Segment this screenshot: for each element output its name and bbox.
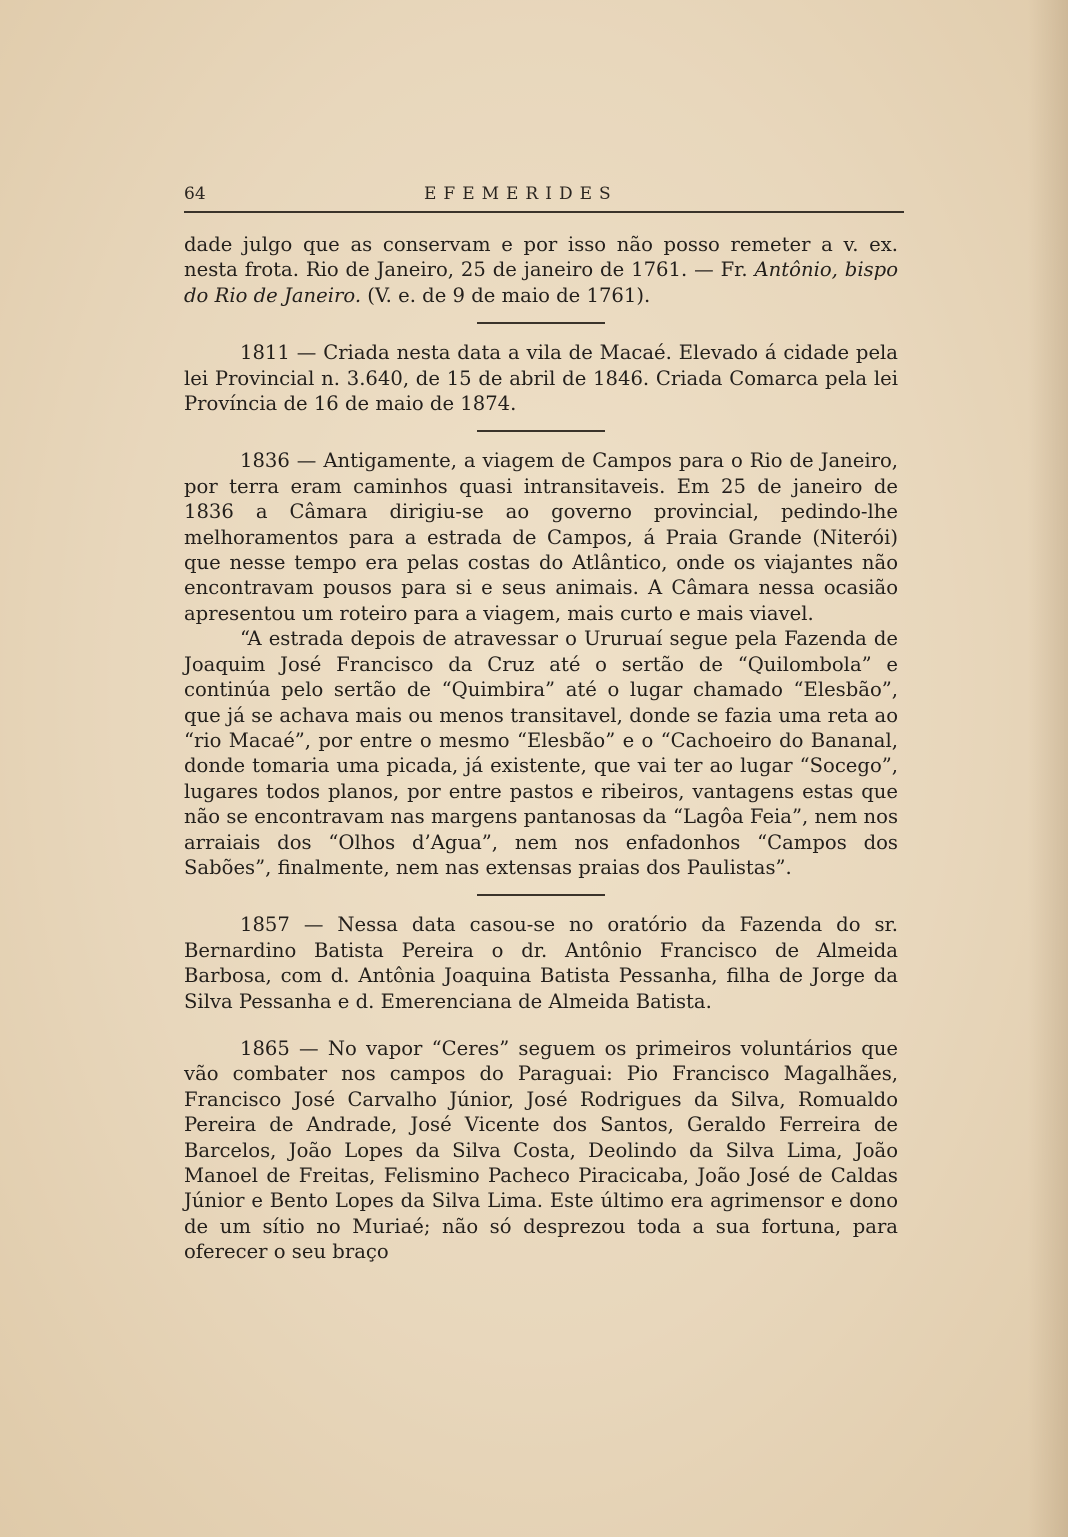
entry-1811: 1811 — Criada nesta data a vila de Macaé. Elevado á cidade pela lei Provincial n. 3.640, de 15 de abril de 1846. Criada Comarca pela lei Província de 16 de maio de 1874. — [184, 341, 898, 416]
entry-gap — [184, 1014, 898, 1036]
entry-separator — [477, 322, 605, 324]
page-header — [184, 184, 904, 210]
entry-1857: 1857 — Nessa data casou-se no oratório da Fazenda do sr. Bernardino Batista Pereira o dr. Antônio Francisco de Almeida Barbosa, com d. Antônia Joaquina Batista Pessanha, filha de Jorge da Silva Pessanha e d. Emerenciana de Almeida Batista. — [184, 913, 898, 1013]
page-number: 64 — [184, 184, 206, 204]
continued-tail: (V. e. de 9 de maio de 1761). — [361, 283, 651, 307]
continued-paragraph — [184, 232, 898, 308]
running-title: EFEMERIDES — [424, 184, 618, 204]
entry-1836-paragraph-2: “A estrada depois de atravessar o Ururuaí segue pela Fazenda de Joaquim José Francisco da Cruz até o sertão de “Quilombola” e continúa pelo sertão de “Quimbira” até o lugar chamado “Elesbão”, que já se achava mais ou menos transitavel, donde se fazia uma reta ao “rio Macaé”, por entre o mesmo “Elesbão” e o “Cachoeiro do Bananal, donde tomaria uma picada, já existente, que vai ter ao lugar “Socego”, lugares todos planos, por entre pastos e ribeiros, vantagens estas que não se encontravam nas margens pantanosas da “Lagôa Feia”, nem nos arraiais dos “Olhos d’Agua”, nem nos enfadonhos “Campos dos Sabões”, finalmente, nem nas extensas praias dos Paulistas”. — [184, 627, 898, 879]
header-rule — [184, 211, 904, 213]
entry-1865: 1865 — No vapor “Ceres” seguem os primeiros voluntários que vão combater nos campos do Paraguai: Pio Francisco Magalhães, Francisco José Carvalho Júnior, José Rodrigues da Silva, Romualdo Pereira de Andrade, José Vicente dos Santos, Geraldo Ferreira de Barcelos, João Lopes da Silva Costa, Deolindo da Silva Lima, João Manoel de Freitas, Felismino Pacheco Piracicaba, João José de Caldas Júnior e Bento Lopes da Silva Lima. Este último era agrimensor e dono de um sítio no Muriaé; não só desprezou toda a sua fortuna, para oferecer o seu braço — [184, 1036, 898, 1264]
page-edge-shadow — [1028, 0, 1068, 1537]
entry-1836-paragraph-1: 1836 — Antigamente, a viagem de Campos para o Rio de Janeiro, por terra eram caminhos quasi intransitaveis. Em 25 de janeiro de 1836 a Câmara dirigiu-se ao governo provincial, pedindo-lhe melhoramentos para a estrada de Campos, á Praia Grande (Niterói) que nesse tempo era pelas costas do Atlântico, onde os viajantes não encontravam pousos para si e seus animais. A Câmara nessa ocasião apresentou um roteiro para a viagem, mais curto e mais viavel. — [184, 449, 898, 625]
page-body — [184, 232, 898, 1265]
entry-separator — [477, 430, 605, 432]
signature-italic: Antônio, bispo do Rio de Janeiro. — [184, 258, 898, 307]
continued-text: dade julgo que as conservam e por isso não posso remeter a v. ex. nesta frota. Rio de Janeiro, 25 de janeiro de 1761. — Fr. — [184, 233, 898, 282]
entry-separator — [477, 894, 605, 896]
